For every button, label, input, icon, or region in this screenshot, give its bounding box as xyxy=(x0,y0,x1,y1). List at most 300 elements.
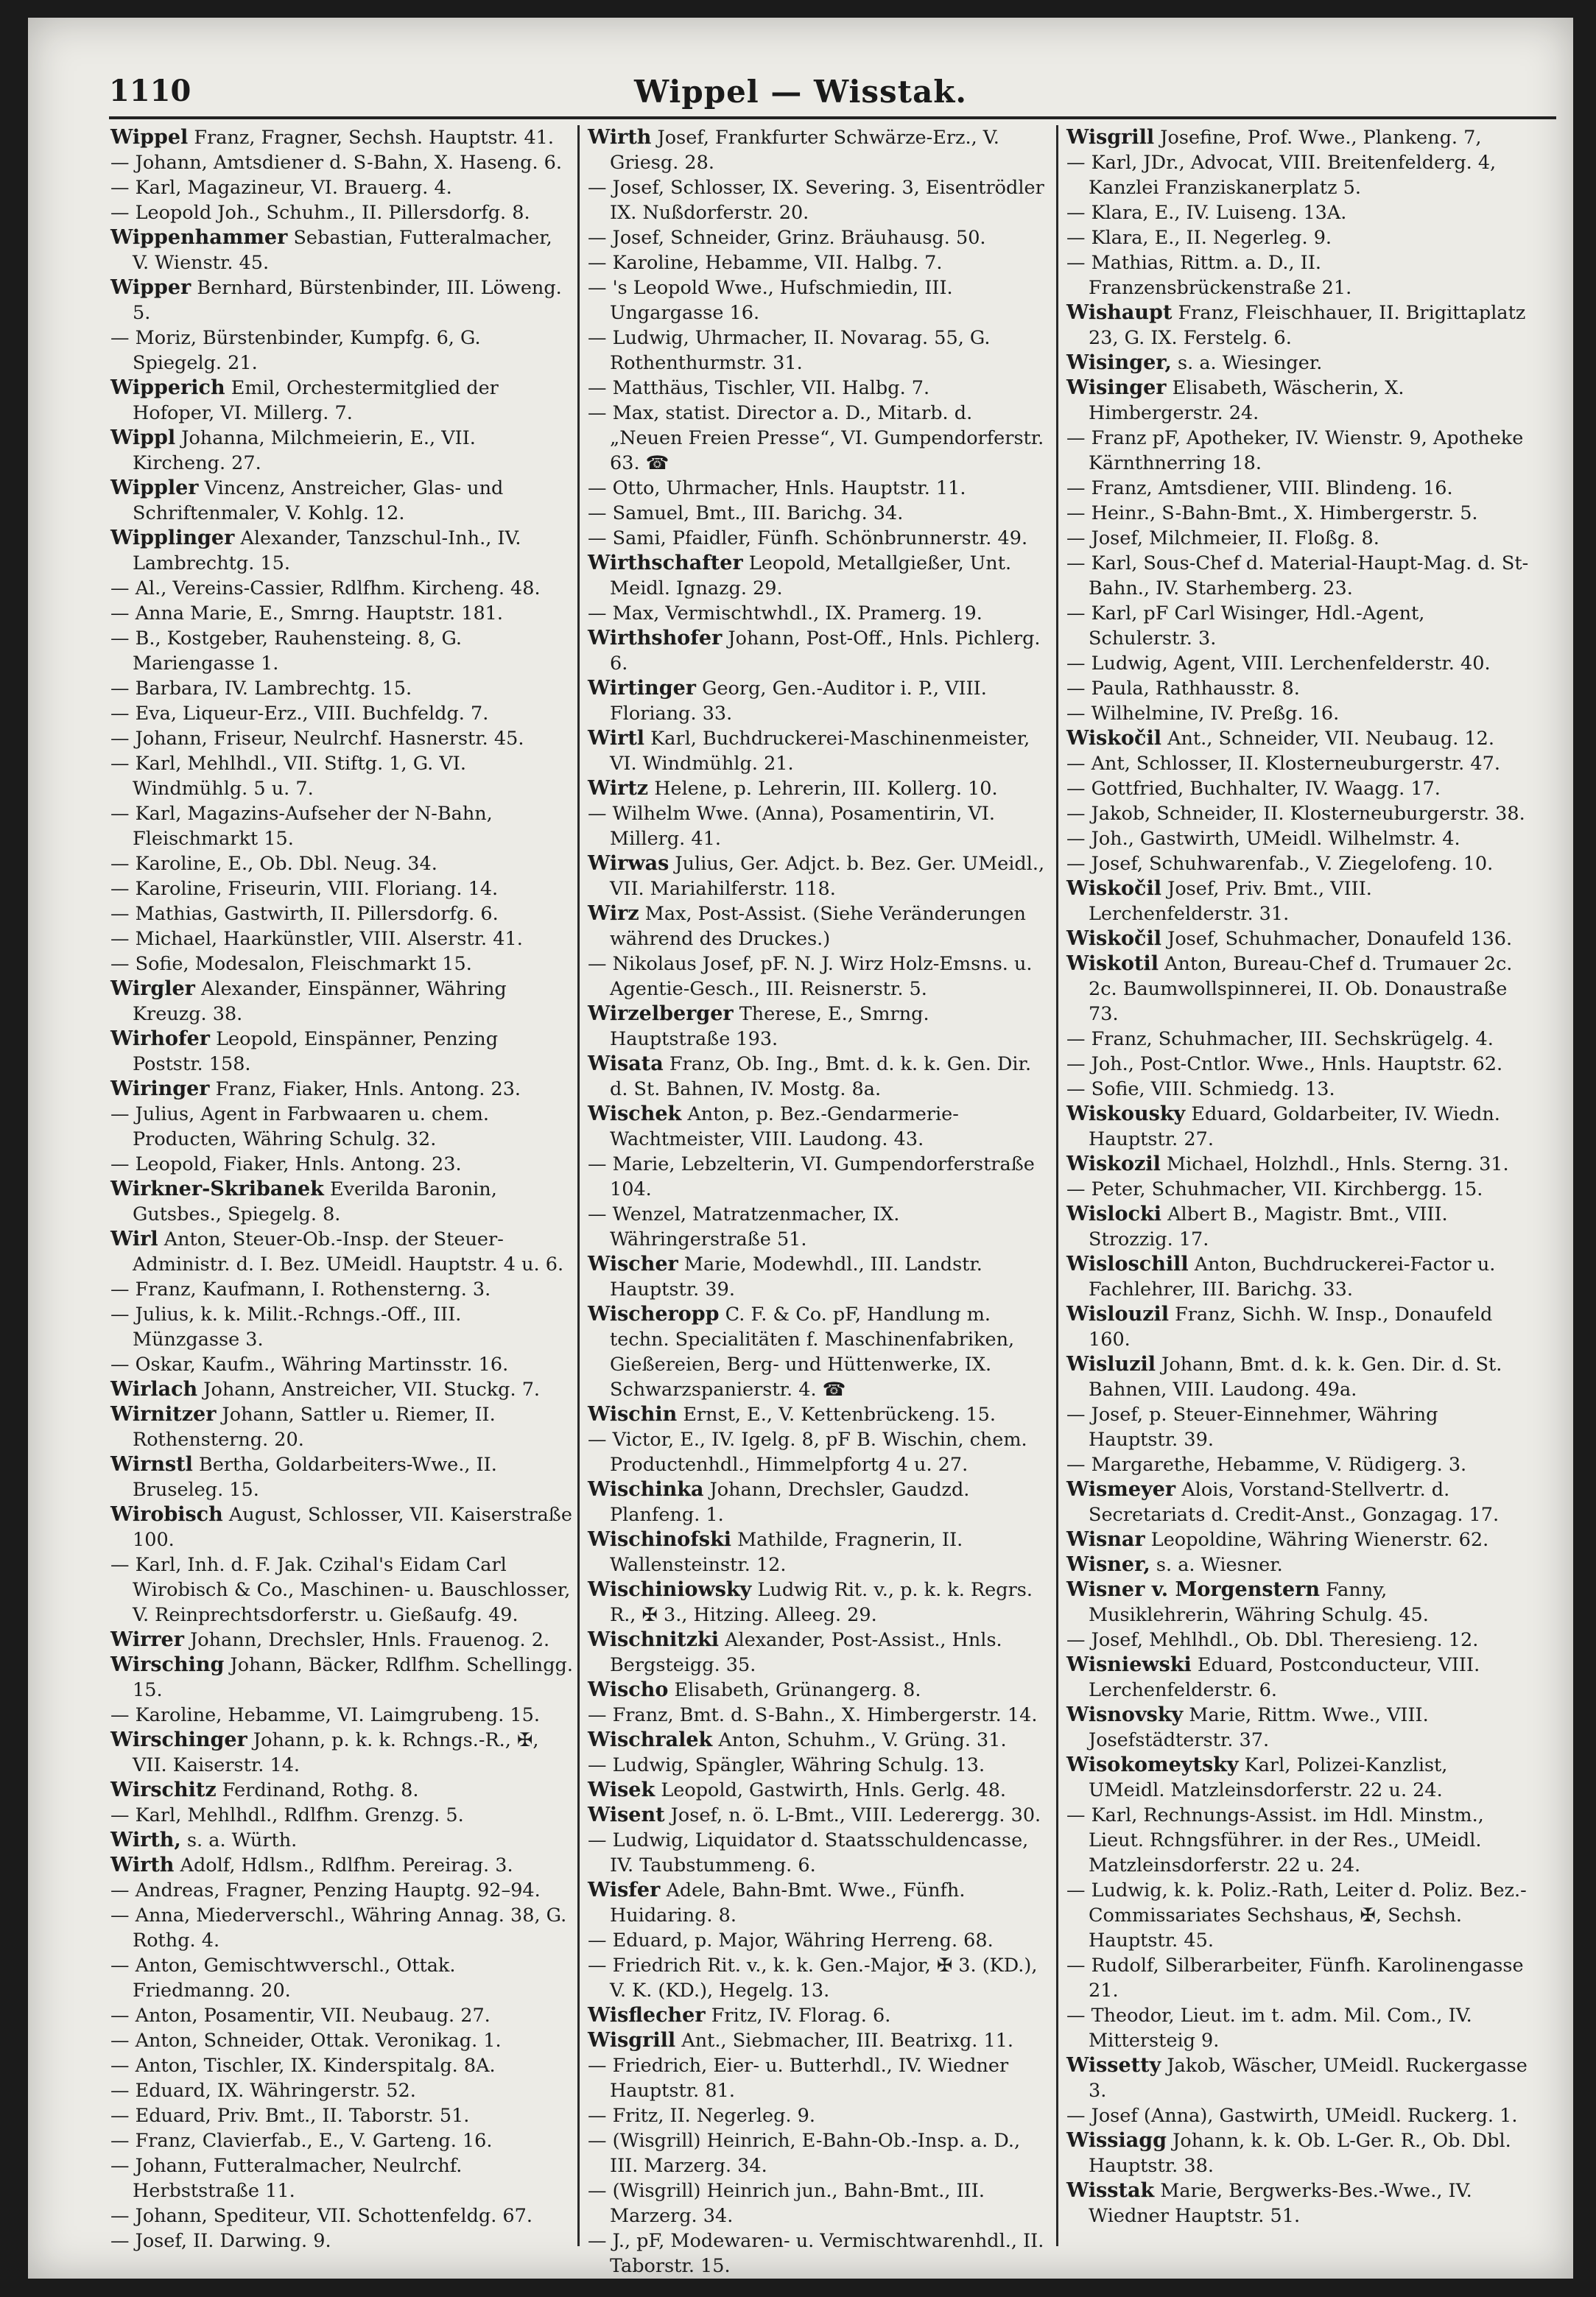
entry-surname: Wirthschafter xyxy=(588,552,743,574)
entry-surname: Wisokomeytsky xyxy=(1066,1753,1239,1776)
entry-details: — Karoline, Hebamme, VII. Halbg. 7. xyxy=(588,252,943,274)
directory-entry xyxy=(110,1227,573,1277)
entry-details: — Johann, Friseur, Neulrchf. Hasnerstr. 45. xyxy=(110,728,524,750)
entry-details: Helene, p. Lehrerin, III. Kollerg. 10. xyxy=(654,778,998,800)
entry-details: Ferdinand, Rothg. 8. xyxy=(222,1779,419,1801)
entry-details: — Anna, Miederverschl., Währing Annag. 38, G. Rothg. 4. xyxy=(110,1904,567,1952)
entry-details: — Franz, Schuhmacher, III. Sechskrügelg. 4. xyxy=(1066,1028,1494,1050)
directory-entry xyxy=(588,476,1050,501)
directory-entry xyxy=(1066,951,1529,1027)
entry-details: Vincenz, Anstreicher, Glas- und Schriftenmaler, V. Kohlg. 12. xyxy=(133,477,504,524)
entry-details: — Karl, Magazineur, VI. Brauerg. 4. xyxy=(110,177,452,199)
entry-details: — Anton, Schneider, Ottak. Veronikag. 1. xyxy=(110,2030,502,2052)
column-2 xyxy=(588,125,1050,2277)
entry-surname: Wisata xyxy=(588,1052,664,1075)
entry-details: Bernhard, Bürstenbinder, III. Löweng. 5. xyxy=(133,277,562,324)
directory-entry xyxy=(110,526,573,576)
directory-entry xyxy=(588,1202,1050,1252)
entry-details: — Friedrich, Eier- u. Butterhdl., IV. Wiedner Hauptstr. 81. xyxy=(588,2055,1009,2102)
entry-details: August, Schlosser, VII. Kaiserstraße 100. xyxy=(133,1504,572,1551)
entry-details: — Margarethe, Hebamme, V. Rüdigerg. 3. xyxy=(1066,1454,1467,1476)
directory-entry xyxy=(1066,726,1529,751)
entry-details: — Johann, Futteralmacher, Neulrchf. Herbststraße 11. xyxy=(110,2155,463,2202)
entry-details: — Wenzel, Matratzenmacher, IX. Währingerstraße 51. xyxy=(588,1203,900,1250)
entry-surname: Wirschitz xyxy=(110,1779,217,1801)
directory-entry xyxy=(588,776,1050,801)
directory-entry xyxy=(110,2053,573,2078)
entry-details: Johann, Drechsler, Gaudzd. Planfeng. 1. xyxy=(610,1479,970,1526)
entry-surname: Wirwas xyxy=(588,852,669,875)
directory-entry xyxy=(110,901,573,926)
entry-details: — Max, Vermischtwhdl., IX. Pramerg. 19. xyxy=(588,602,982,625)
entry-surname: Wiskotil xyxy=(1066,952,1159,975)
entry-details: — J., pF, Modewaren- u. Vermischtwarenhdl., II. Taborstr. 15. xyxy=(588,2230,1044,2277)
column-1 xyxy=(110,125,573,2261)
entry-surname: Wisner, xyxy=(1066,1553,1150,1576)
entry-details: Michael, Holzhdl., Hnls. Sterng. 31. xyxy=(1166,1153,1509,1175)
entry-details: — Gottfried, Buchhalter, IV. Waagg. 17. xyxy=(1066,778,1441,800)
directory-entry xyxy=(588,2003,1050,2028)
entry-surname: Wischo xyxy=(588,1678,669,1701)
directory-entry xyxy=(110,1903,573,1953)
entry-surname: Wisloschill xyxy=(1066,1253,1189,1276)
directory-entry xyxy=(588,1678,1050,1703)
directory-entry xyxy=(110,2028,573,2053)
directory-entry xyxy=(588,601,1050,626)
header-rule xyxy=(109,116,1556,119)
directory-entry xyxy=(110,1878,573,1903)
entry-details: Leopoldine, Währing Wienerstr. 62. xyxy=(1150,1529,1489,1551)
directory-entry xyxy=(588,501,1050,526)
directory-entry xyxy=(588,2028,1050,2053)
entry-details: — Ludwig, Liquidator d. Staatsschuldencasse, IV. Taubstummeng. 6. xyxy=(588,1829,1029,1876)
entry-surname: Wirlach xyxy=(110,1378,198,1401)
entry-details: Anton, Steuer-Ob.-Insp. der Steuer-Administr. d. I. Bez. UMeidl. Hauptstr. 4 u. 6. xyxy=(133,1228,564,1276)
directory-entry xyxy=(588,1628,1050,1678)
directory-entry xyxy=(1066,1102,1529,1152)
entry-surname: Wischeropp xyxy=(588,1303,720,1326)
entry-details: — Nikolaus Josef, pF. N. J. Wirz Holz-Emsns. u. Agentie-Gesch., III. Reisnerstr. 5. xyxy=(588,953,1033,1000)
directory-entry xyxy=(110,676,573,701)
entry-details: — Victor, E., IV. Igelg. 8, pF B. Wischin, chem. Productenhdl., Himmelpfortg 4 u. 27. xyxy=(588,1429,1027,1476)
directory-entry xyxy=(110,2153,573,2203)
directory-entry xyxy=(588,250,1050,275)
entry-details: Josef, Frankfurter Schwärze-Erz., V. Griesg. 28. xyxy=(610,127,999,174)
entry-details: Ernst, E., V. Kettenbrückeng. 15. xyxy=(683,1404,996,1426)
directory-entry xyxy=(588,1152,1050,1202)
entry-surname: Wiskousky xyxy=(1066,1102,1186,1125)
entry-details: — Anton, Gemischtwverschl., Ottak. Friedmanng. 20. xyxy=(110,1955,456,2002)
directory-entry xyxy=(588,376,1050,401)
directory-entry xyxy=(110,1302,573,1352)
directory-entry xyxy=(1066,1202,1529,1252)
directory-entry xyxy=(110,876,573,901)
entry-details: Fritz, IV. Florag. 6. xyxy=(711,2005,891,2027)
directory-entry xyxy=(588,676,1050,726)
directory-entry xyxy=(110,200,573,225)
entry-details: Alois, Vorstand-Stellvertr. d. Secretariats d. Credit-Anst., Gonzagag. 17. xyxy=(1089,1479,1500,1526)
column-3 xyxy=(1066,125,1529,2261)
entry-surname: Wisgrill xyxy=(588,2029,676,2052)
directory-entry xyxy=(110,1853,573,1878)
entry-surname: Wisner v. Morgenstern xyxy=(1066,1578,1321,1601)
directory-entry xyxy=(1066,1803,1529,1878)
directory-entry xyxy=(1066,701,1529,726)
entry-details: — Max, statist. Director a. D., Mitarb. d. „Neuen Freien Presse“, VI. Gumpendorferstr. 63. ☎ xyxy=(588,402,1044,474)
entry-details: Karl, Buchdruckerei-Maschinenmeister, VI. Windmühlg. 21. xyxy=(610,728,1030,775)
directory-entry xyxy=(588,526,1050,551)
directory-entry xyxy=(110,1452,573,1502)
entry-details: Josef, Priv. Bmt., VIII. Lerchenfelderstr. 31. xyxy=(1089,878,1372,925)
entry-details: — (Wisgrill) Heinrich jun., Bahn-Bmt., III. Marzerg. 34. xyxy=(588,2180,985,2227)
directory-entry xyxy=(110,225,573,275)
directory-entry xyxy=(588,225,1050,250)
entry-details: Karl, Polizei-Kanzlist, UMeidl. Matzleinsdorferstr. 22 u. 24. xyxy=(1089,1754,1448,1801)
directory-entry xyxy=(110,1953,573,2003)
entry-surname: Wirth xyxy=(110,1854,175,1876)
entry-details: — Josef, Schneider, Grinz. Bräuhausg. 50. xyxy=(588,227,986,249)
directory-entry xyxy=(1066,2128,1529,2178)
directory-entry xyxy=(588,1252,1050,1302)
directory-entry xyxy=(110,2229,573,2254)
entry-details: — Michael, Haarkünstler, VIII. Alserstr. 41. xyxy=(110,928,523,950)
entry-surname: Wisnovsky xyxy=(1066,1703,1184,1726)
entry-surname: Wisnar xyxy=(1066,1528,1145,1551)
directory-entry xyxy=(110,1277,573,1302)
entry-details: — Moriz, Bürstenbinder, Kumpfg. 6, G. Spiegelg. 21. xyxy=(110,327,481,374)
directory-entry xyxy=(588,1427,1050,1477)
directory-entry xyxy=(588,626,1050,676)
entry-details: Josef, Schuhmacher, Donaufeld 136. xyxy=(1167,928,1513,950)
entry-details: — Ant, Schlosser, II. Klosterneuburgerstr. 47. xyxy=(1066,753,1500,775)
directory-entry xyxy=(110,275,573,326)
entry-details: — Josef, II. Darwing. 9. xyxy=(110,2230,331,2252)
entry-details: — Julius, Agent in Farbwaaren u. chem. Producten, Währing Schulg. 32. xyxy=(110,1103,490,1150)
directory-entry xyxy=(1066,1577,1529,1628)
entry-details: Adolf, Hdlsm., Rdlfhm. Pereirag. 3. xyxy=(180,1854,513,1876)
entry-surname: Wipplinger xyxy=(110,527,235,549)
directory-entry xyxy=(588,1102,1050,1152)
entry-details: Leopold, Gastwirth, Hnls. Gerlg. 48. xyxy=(661,1779,1007,1801)
entry-surname: Wishaupt xyxy=(1066,301,1173,324)
directory-entry xyxy=(110,1828,573,1853)
entry-surname: Wischralek xyxy=(588,1728,713,1751)
directory-entry xyxy=(110,1803,573,1828)
directory-entry xyxy=(588,1753,1050,1778)
directory-entry xyxy=(110,926,573,951)
entry-details: Max, Post-Assist. (Siehe Veränderungen während des Druckes.) xyxy=(610,903,1026,950)
entry-surname: Wislocki xyxy=(1066,1203,1161,1225)
directory-entry xyxy=(1066,851,1529,876)
directory-entry xyxy=(110,726,573,751)
entry-surname: Wirrer xyxy=(110,1628,184,1651)
entry-surname: Wislouzil xyxy=(1066,1303,1170,1326)
entry-details: — Jakob, Schneider, II. Klosterneuburgerstr. 38. xyxy=(1066,803,1525,825)
entry-surname: Wippler xyxy=(110,476,199,499)
directory-entry xyxy=(1066,225,1529,250)
entry-details: Adele, Bahn-Bmt. Wwe., Fünfh. Huidaring. 8. xyxy=(610,1879,966,1927)
entry-details: Georg, Gen.-Auditor i. P., VIII. Floriang. 33. xyxy=(610,678,987,725)
directory-entry xyxy=(588,951,1050,1002)
entry-surname: Wiskočil xyxy=(1066,927,1161,950)
entry-surname: Wirhofer xyxy=(110,1027,210,1050)
entry-details: — Franz pF, Apotheker, IV. Wienstr. 9, Apotheke Kärnthnerring 18. xyxy=(1066,427,1524,474)
entry-surname: Wippenhammer xyxy=(110,226,288,249)
directory-entry xyxy=(110,1728,573,1778)
directory-entry xyxy=(1066,1452,1529,1477)
entry-details: — 's Leopold Wwe., Hufschmiedin, III. Ungargasse 16. xyxy=(588,277,953,324)
entry-surname: Wisfer xyxy=(588,1879,661,1902)
directory-entry xyxy=(1066,1477,1529,1527)
entry-details: — Karl, JDr., Advocat, VIII. Breitenfelderg. 4, Kanzlei Franziskanerplatz 5. xyxy=(1066,152,1497,199)
entry-surname: Wirtinger xyxy=(588,677,696,700)
entry-details: Eduard, Postconducteur, VIII. Lerchenfelderstr. 6. xyxy=(1089,1654,1480,1701)
entry-surname: Wiskočil xyxy=(1066,727,1161,750)
directory-entry xyxy=(110,476,573,526)
entry-details: — Joh., Gastwirth, UMeidl. Wilhelmstr. 4. xyxy=(1066,828,1460,850)
entry-details: Alexander, Tanzschul-Inh., IV. Lambrechtg. 15. xyxy=(133,527,521,574)
entry-details: — Leopold Joh., Schuhm., II. Pillersdorfg. 8. xyxy=(110,202,530,224)
entry-surname: Wirz xyxy=(588,902,639,925)
directory-entry xyxy=(1066,1527,1529,1552)
entry-details: Franz, Fleischhauer, II. Brigittaplatz 23, G. IX. Ferstelg. 6. xyxy=(1089,302,1526,349)
entry-details: — Johann, Spediteur, VII. Schottenfeldg. 67. xyxy=(110,2205,532,2227)
entry-details: Jakob, Wäscher, UMeidl. Ruckergasse 3. xyxy=(1089,2055,1528,2102)
directory-entry xyxy=(110,801,573,851)
entry-surname: Wippl xyxy=(110,426,176,449)
entry-details: Franz, Fragner, Sechsh. Hauptstr. 41. xyxy=(194,127,555,149)
entry-details: Sebastian, Futteralmacher, V. Wienstr. 45. xyxy=(133,227,552,274)
directory-entry xyxy=(588,1828,1050,1878)
entry-surname: Wissiagg xyxy=(1066,2129,1167,2152)
directory-entry xyxy=(588,901,1050,951)
directory-entry xyxy=(1066,300,1529,351)
entry-details: — Anna Marie, E., Smrng. Hauptstr. 181. xyxy=(110,602,504,625)
directory-entry xyxy=(1066,2103,1529,2128)
entry-details: — Peter, Schuhmacher, VII. Kirchbergg. 15. xyxy=(1066,1178,1483,1200)
entry-details: — Klara, E., II. Negerleg. 9. xyxy=(1066,227,1332,249)
entry-details: — Johann, Amtsdiener d. S-Bahn, X. Haseng. 6. xyxy=(110,152,562,174)
directory-entry xyxy=(1066,2178,1529,2229)
directory-entry xyxy=(588,2178,1050,2229)
entry-details: — Karoline, Hebamme, VI. Laimgrubeng. 15. xyxy=(110,1704,540,1726)
entry-details: Franz, Fiaker, Hnls. Antong. 23. xyxy=(215,1078,521,1100)
directory-entry xyxy=(588,1302,1050,1402)
entry-details: — Karl, Inh. d. F. Jak. Czihal's Eidam Carl Wirobisch & Co., Maschinen- u. Bauschlosser, V. Reinprechtsdorferstr. u. Gießaufg. 49. xyxy=(110,1554,571,1626)
directory-entry xyxy=(1066,826,1529,851)
page-header xyxy=(28,18,1573,110)
directory-entry xyxy=(110,125,573,150)
directory-entry xyxy=(1066,551,1529,601)
entry-surname: Wischnitzki xyxy=(588,1628,720,1651)
directory-entry xyxy=(588,1002,1050,1052)
directory-entry xyxy=(588,1527,1050,1577)
entry-details: — Josef, Schuhwarenfab., V. Ziegelofeng. 10. xyxy=(1066,853,1494,875)
directory-entry xyxy=(1066,125,1529,150)
directory-entry xyxy=(1066,1703,1529,1753)
entry-details: — Marie, Lebzelterin, VI. Gumpendorferstraße 104. xyxy=(588,1153,1035,1200)
directory-entry xyxy=(588,726,1050,776)
entry-surname: Wiskozil xyxy=(1066,1153,1161,1175)
entry-details: — Mathias, Rittm. a. D., II. Franzensbrückenstraße 21. xyxy=(1066,252,1352,299)
directory-entry xyxy=(110,701,573,726)
entry-details: — Josef, Mehlhdl., Ob. Dbl. Theresieng. 12. xyxy=(1066,1629,1479,1651)
entry-details: Albert B., Magistr. Bmt., VIII. Strozzig. 17. xyxy=(1089,1203,1448,1250)
entry-details: Anton, Bureau-Chef d. Trumauer 2c. 2c. Baumwollspinnerei, II. Ob. Donaustraße 73. xyxy=(1089,953,1513,1025)
entry-details: s. a. Würth. xyxy=(186,1829,298,1851)
entry-details: — Anton, Tischler, IX. Kinderspitalg. 8A. xyxy=(110,2055,496,2077)
entry-details: Bertha, Goldarbeiters-Wwe., II. Bruseleg. 15. xyxy=(133,1454,497,1501)
column-divider xyxy=(577,125,580,2246)
entry-details: — Josef, Milchmeier, II. Floßg. 8. xyxy=(1066,527,1379,549)
entry-details: — Theodor, Lieut. im t. adm. Mil. Com., IV. Mittersteig 9. xyxy=(1066,2005,1472,2052)
directory-entry xyxy=(588,2128,1050,2178)
directory-entry xyxy=(110,1102,573,1152)
entry-details: — Friedrich Rit. v., k. k. Gen.-Major, ✠ 3. (KD.), V. K. (KD.), Hegelg. 13. xyxy=(588,1955,1038,2002)
entry-details: Josefine, Prof. Wwe., Plankeng. 7, xyxy=(1160,127,1482,149)
page-number: 1110 xyxy=(109,74,191,108)
directory-entry xyxy=(1066,1552,1529,1577)
entry-details: — Barbara, IV. Lambrechtg. 15. xyxy=(110,678,412,700)
directory-entry xyxy=(110,1352,573,1377)
entry-details: Leopold, Metallgießer, Unt. Meidl. Ignazg. 29. xyxy=(610,552,1012,599)
entry-surname: Wisent xyxy=(588,1804,665,1826)
entry-details: Ant., Siebmacher, III. Beatrixg. 11. xyxy=(681,2030,1014,2052)
entry-details: Johanna, Milchmeierin, E., VII. Kircheng. 27. xyxy=(133,427,476,474)
directory-entry xyxy=(1066,1402,1529,1452)
entry-details: s. a. Wiesinger. xyxy=(1178,352,1323,374)
entry-details: — (Wisgrill) Heinrich, E-Bahn-Ob.-Insp. a. D., III. Marzerg. 34. xyxy=(588,2130,1021,2177)
entry-details: — Paula, Rathhausstr. 8. xyxy=(1066,678,1300,700)
entry-surname: Wisflecher xyxy=(588,2004,706,2027)
entry-details: Anton, Schuhm., V. Grüng. 31. xyxy=(718,1729,1007,1751)
directory-entry xyxy=(588,1477,1050,1527)
entry-details: — Ludwig, Uhrmacher, II. Novarag. 55, G. Rothenthurmstr. 31. xyxy=(588,327,991,374)
entry-surname: Wirnstl xyxy=(110,1453,193,1476)
directory-entry xyxy=(588,1803,1050,1828)
entry-surname: Wipperich xyxy=(110,376,225,399)
entry-details: — Eduard, p. Major, Währing Herreng. 68. xyxy=(588,1930,994,1952)
entry-details: Johann, Bmt. d. k. k. Gen. Dir. d. St. Bahnen, VIII. Laudong. 49a. xyxy=(1089,1354,1502,1401)
entry-details: — Sofie, VIII. Schmiedg. 13. xyxy=(1066,1078,1335,1100)
directory-entry xyxy=(1066,2053,1529,2103)
entry-surname: Wirthshofer xyxy=(588,627,723,650)
entry-details: Emil, Orchestermitglied der Hofoper, VI. Millerg. 7. xyxy=(133,377,499,424)
entry-details: Josef, n. ö. L-Bmt., VIII. Lederergg. 30. xyxy=(670,1804,1041,1826)
entry-surname: Wisgrill xyxy=(1066,126,1155,149)
entry-details: — Oskar, Kaufm., Währing Martinsstr. 16. xyxy=(110,1354,509,1376)
directory-entry xyxy=(1066,1953,1529,2003)
entry-details: — Franz, Amtsdiener, VIII. Blindeng. 16. xyxy=(1066,477,1453,499)
directory-entry xyxy=(588,551,1050,601)
directory-entry xyxy=(110,576,573,601)
directory-entry xyxy=(588,2103,1050,2128)
entry-details: C. F. & Co. pF, Handlung m. techn. Specialitäten f. Maschinenfabriken, Gießereien, Berg- und Hüttenwerke, IX. Schwarzspanierstr. 4. ☎ xyxy=(610,1304,1015,1401)
directory-entry xyxy=(1066,501,1529,526)
directory-entry xyxy=(1066,601,1529,651)
directory-entry xyxy=(110,951,573,977)
entry-details: — Franz, Kaufmann, I. Rothensterng. 3. xyxy=(110,1278,491,1301)
directory-entry xyxy=(1066,250,1529,300)
entry-details: — Samuel, Bmt., III. Barichg. 34. xyxy=(588,502,904,524)
entry-details: — Al., Vereins-Cassier, Rdlfhm. Kircheng. 48. xyxy=(110,577,541,599)
entry-details: — Ludwig, Spängler, Währing Schulg. 13. xyxy=(588,1754,985,1776)
entry-details: Leopold, Einspänner, Penzing Poststr. 158. xyxy=(133,1028,499,1075)
directory-entry xyxy=(1066,351,1529,376)
directory-entry xyxy=(1066,651,1529,676)
entry-details: Julius, Ger. Adjct. b. Bez. Ger. UMeidl., VII. Mariahilferstr. 118. xyxy=(610,853,1045,900)
entry-surname: Wisek xyxy=(588,1779,655,1801)
entry-details: Alexander, Post-Assist., Hnls. Bergsteigg. 35. xyxy=(610,1629,1002,1676)
entry-details: — Josef (Anna), Gastwirth, UMeidl. Ruckerg. 1. xyxy=(1066,2105,1518,2127)
entry-details: — Karl, pF Carl Wisinger, Hdl.-Agent, Schulerstr. 3. xyxy=(1066,602,1425,650)
entry-surname: Wismeyer xyxy=(1066,1478,1176,1501)
entry-details: Alexander, Einspänner, Währing Kreuzg. 38. xyxy=(133,978,507,1025)
entry-details: — Karl, Rechnungs-Assist. im Hdl. Minstm., Lieut. Rchngsführer. in der Res., UMeidl. Matzleinsdorferstr. 22 u. 24. xyxy=(1066,1804,1484,1876)
directory-entry xyxy=(588,1052,1050,1102)
entry-surname: Wirtl xyxy=(588,727,645,750)
directory-entry xyxy=(110,601,573,626)
column-divider xyxy=(1056,125,1058,2246)
directory-entry xyxy=(1066,1027,1529,1052)
directory-entry xyxy=(110,2128,573,2153)
directory-entry xyxy=(1066,776,1529,801)
entry-details: Franz, Ob. Ing., Bmt. d. k. k. Gen. Dir. d. St. Bahnen, IV. Mostg. 8a. xyxy=(610,1053,1032,1100)
directory-entry xyxy=(1066,676,1529,701)
directory-entry xyxy=(110,1778,573,1803)
entry-details: Johann, Anstreicher, VII. Stuckg. 7. xyxy=(203,1379,541,1401)
entry-details: Anton, Buchdruckerei-Factor u. Fachlehrer, III. Barichg. 33. xyxy=(1089,1253,1496,1301)
entry-details: — Karoline, Friseurin, VIII. Floriang. 14. xyxy=(110,878,499,900)
directory-entry xyxy=(588,851,1050,901)
directory-entry xyxy=(588,175,1050,225)
directory-entry xyxy=(588,1778,1050,1803)
directory-entry xyxy=(110,1402,573,1452)
entry-details: s. a. Wiesner. xyxy=(1156,1554,1283,1576)
directory-entry xyxy=(588,2229,1050,2279)
entry-details: — Karl, Mehlhdl., Rdlfhm. Grenzg. 5. xyxy=(110,1804,464,1826)
entry-details: — Matthäus, Tischler, VII. Halbg. 7. xyxy=(588,377,930,399)
entry-details: — Julius, k. k. Milit.-Rchngs.-Off., III. Münzgasse 3. xyxy=(110,1304,462,1351)
running-title: Wippel — Wisstak. xyxy=(633,74,968,110)
entry-details: — Ludwig, Agent, VIII. Lerchenfelderstr. 40. xyxy=(1066,652,1491,675)
directory-entry xyxy=(110,851,573,876)
directory-page xyxy=(28,18,1573,2279)
directory-entry xyxy=(110,1177,573,1227)
directory-entry xyxy=(588,1953,1050,2003)
directory-entry xyxy=(588,801,1050,851)
entry-surname: Wirgler xyxy=(110,977,195,1000)
directory-entry xyxy=(110,2078,573,2103)
entry-details: — Fritz, II. Negerleg. 9. xyxy=(588,2105,816,2127)
entry-details: — Eduard, Priv. Bmt., II. Taborstr. 51. xyxy=(110,2105,470,2127)
directory-entry xyxy=(1066,1052,1529,1077)
entry-surname: Wirobisch xyxy=(110,1503,223,1526)
entry-surname: Wiskočil xyxy=(1066,877,1161,900)
directory-entry xyxy=(588,401,1050,476)
entry-details: — B., Kostgeber, Rauhensteing. 8, G. Mariengasse 1. xyxy=(110,627,463,675)
entry-details: — Andreas, Fragner, Penzing Hauptg. 92–94. xyxy=(110,1879,541,1902)
entry-surname: Wischiniowsky xyxy=(588,1578,752,1601)
entry-details: Ludwig Rit. v., p. k. k. Regrs. R., ✠ 3., Hitzing. Alleeg. 29. xyxy=(610,1579,1033,1626)
entry-surname: Wirnitzer xyxy=(110,1403,217,1426)
entry-surname: Wirth, xyxy=(110,1829,181,1851)
entry-details: Franz, Sichh. W. Insp., Donaufeld 160. xyxy=(1089,1304,1493,1351)
entry-surname: Wirkner-Skribanek xyxy=(110,1178,324,1200)
directory-entry xyxy=(110,1552,573,1628)
directory-entry xyxy=(110,1077,573,1102)
directory-entry xyxy=(1066,1628,1529,1653)
